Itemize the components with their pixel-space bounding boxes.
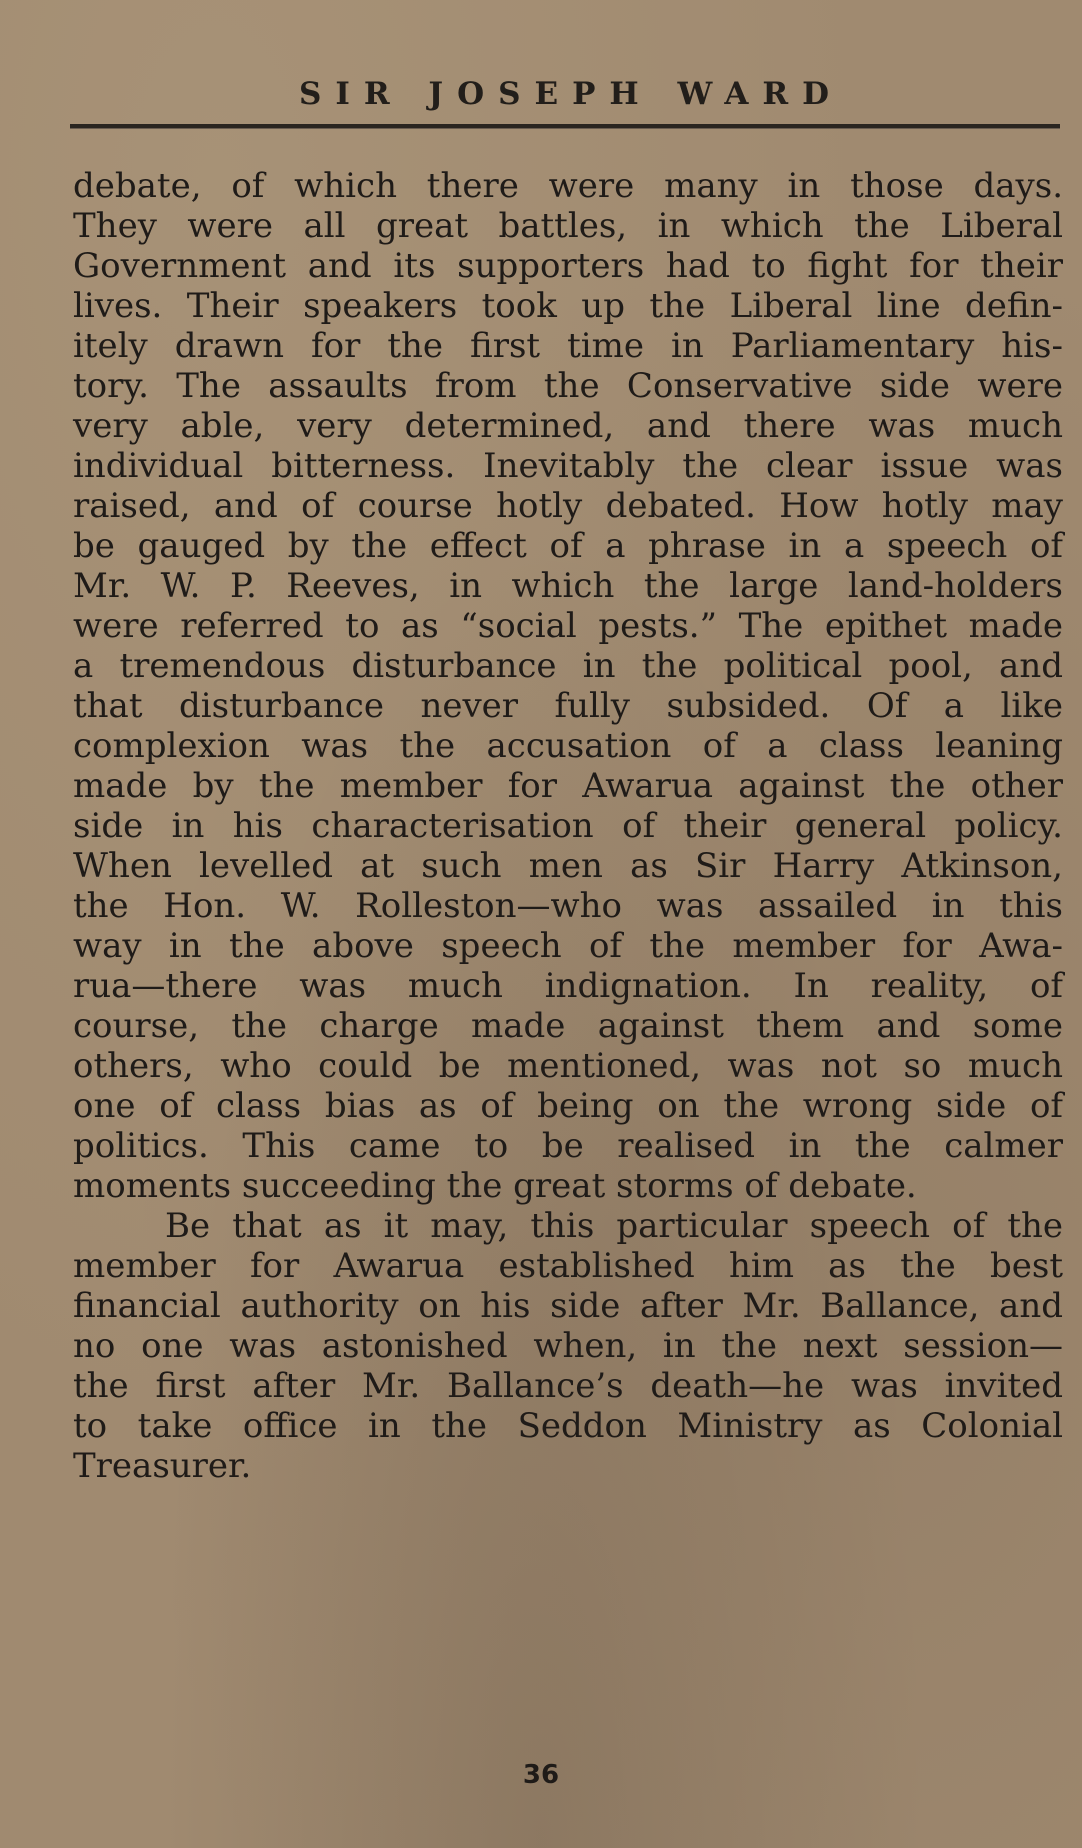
text-line: They were all great battles, in which the Liberal bbox=[73, 206, 1063, 246]
text-line: a tremendous disturbance in the political pool, and bbox=[73, 646, 1063, 686]
text-line: individual bitterness. Inevitably the clear issue was bbox=[73, 446, 1063, 486]
text-line: to take office in the Seddon Ministry as Colonial bbox=[73, 1406, 1063, 1446]
paragraph-2 bbox=[73, 1206, 1063, 1486]
header-rule bbox=[70, 124, 1060, 129]
text-line: rua—there was much indignation. In reality, of bbox=[73, 966, 1063, 1006]
text-line: side in his characterisation of their general policy. bbox=[73, 806, 1063, 846]
text-line: Be that as it may, this particular speech of the bbox=[165, 1206, 1063, 1246]
text-line: moments succeeding the great storms of debate. bbox=[73, 1166, 917, 1206]
text-line: the Hon. W. Rolleston—who was assailed in this bbox=[73, 886, 1063, 926]
text-line: very able, very determined, and there was much bbox=[73, 406, 1063, 446]
text-line: itely drawn for the first time in Parliamentary his- bbox=[73, 326, 1063, 366]
text-line: the first after Mr. Ballance’s death—he was invited bbox=[73, 1366, 1063, 1406]
text-line: debate, of which there were many in those days. bbox=[73, 166, 1063, 206]
text-line: course, the charge made against them and some bbox=[73, 1006, 1063, 1046]
page-body bbox=[73, 166, 1063, 1486]
text-line: no one was astonished when, in the next session— bbox=[73, 1326, 1063, 1366]
text-line: be gauged by the effect of a phrase in a speech of bbox=[73, 526, 1063, 566]
text-line: When levelled at such men as Sir Harry Atkinson, bbox=[73, 846, 1063, 886]
text-line: financial authority on his side after Mr. Ballance, and bbox=[73, 1286, 1063, 1326]
text-line: way in the above speech of the member for Awa- bbox=[73, 926, 1063, 966]
text-line: raised, and of course hotly debated. How hotly may bbox=[73, 486, 1063, 526]
text-line: complexion was the accusation of a class leaning bbox=[73, 726, 1063, 766]
text-line: were referred to as “social pests.” The epithet made bbox=[73, 606, 1063, 646]
text-line: member for Awarua established him as the best bbox=[73, 1246, 1063, 1286]
text-line: tory. The assaults from the Conservative side were bbox=[73, 366, 1063, 406]
running-head: SIR JOSEPH WARD bbox=[298, 76, 844, 112]
text-line: others, who could be mentioned, was not so much bbox=[73, 1046, 1063, 1086]
text-line: lives. Their speakers took up the Liberal line defin- bbox=[73, 286, 1063, 326]
text-line: Mr. W. P. Reeves, in which the large land-holders bbox=[73, 566, 1063, 606]
text-line: one of class bias as of being on the wrong side of bbox=[73, 1086, 1063, 1126]
paragraph-1 bbox=[73, 166, 1063, 1206]
text-line: Government and its supporters had to fight for their bbox=[73, 246, 1063, 286]
text-line: Treasurer. bbox=[73, 1446, 252, 1486]
text-line: politics. This came to be realised in the calmer bbox=[73, 1126, 1063, 1166]
page-number: 36 bbox=[522, 1760, 560, 1790]
text-line: that disturbance never fully subsided. Of a like bbox=[73, 686, 1063, 726]
text-line: made by the member for Awarua against the other bbox=[73, 766, 1063, 806]
